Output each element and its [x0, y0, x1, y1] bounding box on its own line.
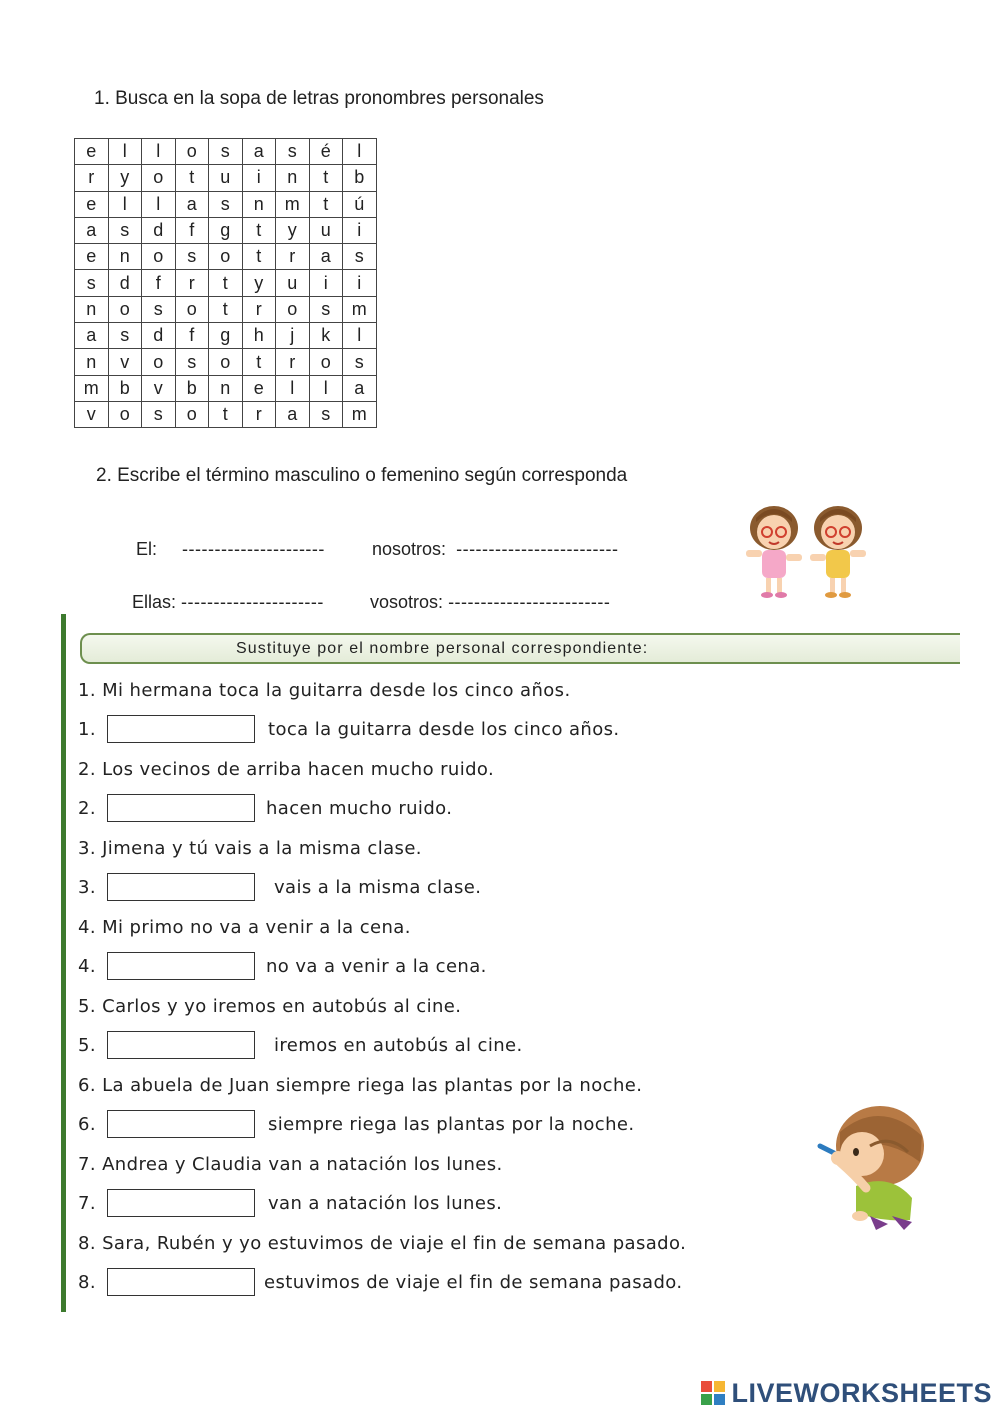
answer-sentence-rest-1: toca la guitarra desde los cinco años. [268, 719, 620, 740]
answer-number-5: 5. [78, 1035, 96, 1056]
grid-cell[interactable]: a [343, 375, 377, 401]
girl-writing-illustration [800, 1102, 930, 1232]
grid-cell[interactable]: f [142, 270, 176, 296]
grid-cell[interactable]: e [75, 244, 109, 270]
grid-cell[interactable]: l [108, 191, 142, 217]
grid-cell[interactable]: l [142, 139, 176, 165]
sentence-4: 4. Mi primo no va a venir a la cena. [78, 917, 411, 938]
grid-cell[interactable]: y [108, 165, 142, 191]
grid-cell[interactable]: r [242, 401, 276, 427]
grid-cell[interactable]: m [343, 401, 377, 427]
answer-number-8: 8. [78, 1272, 96, 1293]
grid-cell[interactable]: l [343, 139, 377, 165]
grid-cell[interactable]: v [75, 401, 109, 427]
grid-cell[interactable]: a [75, 217, 109, 243]
grid-cell[interactable]: a [276, 401, 310, 427]
sentence-1: 1. Mi hermana toca la guitarra desde los cinco años. [78, 680, 571, 701]
gender-label: El: [136, 539, 158, 559]
grid-cell[interactable]: e [242, 375, 276, 401]
answer-dashes[interactable]: ------------------------- [448, 592, 611, 612]
sentence-8: 8. Sara, Rubén y yo estuvimos de viaje el fin de semana pasado. [78, 1233, 687, 1254]
answer-dashes[interactable]: ---------------------- [182, 539, 325, 559]
grid-cell[interactable]: s [175, 349, 209, 375]
grid-cell[interactable]: a [242, 139, 276, 165]
answer-input-4[interactable] [107, 952, 255, 980]
grid-cell[interactable]: t [309, 191, 343, 217]
answer-dashes[interactable]: ------------------------- [456, 539, 619, 559]
grid-cell[interactable]: v [142, 375, 176, 401]
grid-cell[interactable]: r [175, 270, 209, 296]
grid-cell[interactable]: f [175, 323, 209, 349]
grid-cell[interactable]: o [142, 244, 176, 270]
grid-cell[interactable]: i [309, 270, 343, 296]
grid-cell[interactable]: t [242, 244, 276, 270]
grid-cell[interactable]: t [209, 296, 243, 322]
grid-cell[interactable]: h [242, 323, 276, 349]
liveworksheets-logo [731, 1378, 992, 1409]
grid-row [75, 139, 377, 165]
grid-cell[interactable]: s [309, 401, 343, 427]
twin-girls-illustration [738, 498, 878, 602]
gender-item-vosotros [360, 571, 610, 613]
grid-cell[interactable]: n [209, 375, 243, 401]
answer-dashes[interactable]: ---------------------- [181, 592, 324, 612]
grid-row [75, 270, 377, 296]
grid-cell[interactable]: t [242, 349, 276, 375]
answer-sentence-rest-2: hacen mucho ruido. [266, 798, 453, 819]
grid-cell[interactable]: i [343, 217, 377, 243]
exercise-1-title: 1. Busca en la sopa de letras pronombres personales [94, 88, 544, 109]
grid-cell[interactable]: s [343, 349, 377, 375]
sentence-5: 5. Carlos y yo iremos en autobús al cine. [78, 996, 462, 1017]
grid-cell[interactable]: t [175, 165, 209, 191]
grid-row [75, 217, 377, 243]
answer-sentence-rest-7: van a natación los lunes. [268, 1193, 503, 1214]
grid-cell[interactable]: m [276, 191, 310, 217]
gender-item-el [126, 518, 325, 560]
gender-item-ellas [122, 571, 324, 613]
exercise-2-title: 2. Escribe el término masculino o femenino según corresponda [96, 465, 628, 486]
grid-cell[interactable]: b [343, 165, 377, 191]
grid-cell[interactable]: f [175, 217, 209, 243]
grid-cell[interactable]: l [142, 191, 176, 217]
grid-cell[interactable]: s [175, 244, 209, 270]
grid-cell[interactable]: l [108, 139, 142, 165]
grid-cell[interactable]: m [343, 296, 377, 322]
instruction-banner: Sustituye por el nombre personal correspondiente: [80, 633, 960, 664]
answer-sentence-rest-5: iremos en autobús al cine. [274, 1035, 523, 1056]
grid-row [75, 244, 377, 270]
grid-cell[interactable]: g [209, 217, 243, 243]
word-search-grid [74, 138, 377, 428]
answer-input-6[interactable] [107, 1110, 255, 1138]
section-side-rule [61, 614, 66, 1312]
grid-cell[interactable]: s [343, 244, 377, 270]
grid-cell[interactable]: l [309, 375, 343, 401]
grid-cell[interactable]: s [309, 296, 343, 322]
grid-cell[interactable]: s [142, 296, 176, 322]
grid-cell[interactable]: g [209, 323, 243, 349]
sentence-2: 2. Los vecinos de arriba hacen mucho ruido. [78, 759, 495, 780]
grid-cell[interactable]: o [309, 349, 343, 375]
grid-cell[interactable]: y [276, 217, 310, 243]
grid-row [75, 165, 377, 191]
grid-cell[interactable]: r [75, 165, 109, 191]
answer-sentence-rest-6: siempre riega las plantas por la noche. [268, 1114, 635, 1135]
grid-cell[interactable]: u [276, 270, 310, 296]
answer-number-4: 4. [78, 956, 96, 977]
grid-cell[interactable]: s [142, 401, 176, 427]
sentence-6: 6. La abuela de Juan siempre riega las plantas por la noche. [78, 1075, 643, 1096]
answer-sentence-rest-3: vais a la misma clase. [274, 877, 482, 898]
answer-number-6: 6. [78, 1114, 96, 1135]
grid-cell[interactable]: s [108, 217, 142, 243]
grid-cell[interactable]: t [309, 165, 343, 191]
grid-cell[interactable]: s [209, 191, 243, 217]
grid-cell[interactable]: o [108, 401, 142, 427]
gender-label: nosotros: [372, 539, 447, 559]
grid-cell[interactable]: o [175, 401, 209, 427]
grid-cell[interactable]: o [142, 349, 176, 375]
grid-cell[interactable]: i [343, 270, 377, 296]
gender-label: vosotros: [370, 592, 444, 612]
grid-row [75, 375, 377, 401]
grid-cell[interactable]: o [175, 139, 209, 165]
grid-cell[interactable]: s [209, 139, 243, 165]
grid-cell[interactable]: o [276, 296, 310, 322]
gender-item-nosotros [362, 518, 618, 560]
grid-cell[interactable]: a [309, 244, 343, 270]
grid-cell[interactable]: b [175, 375, 209, 401]
gender-label: Ellas: [132, 592, 177, 612]
grid-cell[interactable]: i [242, 165, 276, 191]
grid-cell[interactable]: o [209, 244, 243, 270]
grid-cell[interactable]: n [276, 165, 310, 191]
sentence-7: 7. Andrea y Claudia van a natación los lunes. [78, 1154, 503, 1175]
grid-cell[interactable]: d [142, 217, 176, 243]
grid-cell[interactable]: o [142, 165, 176, 191]
grid-cell[interactable]: r [276, 244, 310, 270]
grid-cell[interactable]: t [209, 401, 243, 427]
answer-input-5[interactable] [107, 1031, 255, 1059]
grid-cell[interactable]: n [108, 244, 142, 270]
grid-row [75, 296, 377, 322]
grid-cell[interactable]: b [108, 375, 142, 401]
grid-row [75, 401, 377, 427]
grid-cell[interactable]: n [75, 349, 109, 375]
answer-number-2: 2. [78, 798, 96, 819]
grid-cell[interactable]: a [75, 323, 109, 349]
answer-input-1[interactable] [107, 715, 255, 743]
grid-cell[interactable]: s [108, 323, 142, 349]
grid-cell[interactable]: n [242, 191, 276, 217]
grid-cell[interactable]: e [75, 191, 109, 217]
grid-cell[interactable]: s [75, 270, 109, 296]
grid-cell[interactable]: k [309, 323, 343, 349]
answer-sentence-rest-8: estuvimos de viaje el fin de semana pasado. [264, 1272, 683, 1293]
grid-cell[interactable]: n [75, 296, 109, 322]
grid-cell[interactable]: s [276, 139, 310, 165]
answer-sentence-rest-4: no va a venir a la cena. [266, 956, 487, 977]
grid-cell[interactable]: m [75, 375, 109, 401]
grid-row [75, 191, 377, 217]
grid-cell[interactable]: u [209, 165, 243, 191]
grid-cell[interactable]: l [343, 323, 377, 349]
answer-input-8[interactable] [107, 1268, 255, 1296]
grid-cell[interactable]: l [276, 375, 310, 401]
answer-number-1: 1. [78, 719, 96, 740]
grid-cell[interactable]: j [276, 323, 310, 349]
grid-row [75, 349, 377, 375]
grid-row [75, 323, 377, 349]
grid-cell[interactable]: u [309, 217, 343, 243]
grid-cell[interactable]: o [108, 296, 142, 322]
grid-cell[interactable]: e [75, 139, 109, 165]
grid-cell[interactable]: y [242, 270, 276, 296]
grid-cell[interactable]: r [276, 349, 310, 375]
grid-cell[interactable]: t [209, 270, 243, 296]
grid-cell[interactable]: r [242, 296, 276, 322]
answer-number-3: 3. [78, 877, 96, 898]
answer-input-3[interactable] [107, 873, 255, 901]
grid-cell[interactable]: d [142, 323, 176, 349]
grid-cell[interactable]: d [108, 270, 142, 296]
answer-input-2[interactable] [107, 794, 255, 822]
grid-cell[interactable]: a [175, 191, 209, 217]
grid-cell[interactable]: ú [343, 191, 377, 217]
grid-cell[interactable]: o [209, 349, 243, 375]
answer-number-7: 7. [78, 1193, 96, 1214]
grid-cell[interactable]: o [175, 296, 209, 322]
logo-mark-icon [701, 1381, 725, 1405]
grid-cell[interactable]: t [242, 217, 276, 243]
grid-cell[interactable]: é [309, 139, 343, 165]
logo-text: LIVEWORKSHEETS [731, 1378, 992, 1408]
sentence-3: 3. Jimena y tú vais a la misma clase. [78, 838, 422, 859]
grid-cell[interactable]: v [108, 349, 142, 375]
answer-input-7[interactable] [107, 1189, 255, 1217]
